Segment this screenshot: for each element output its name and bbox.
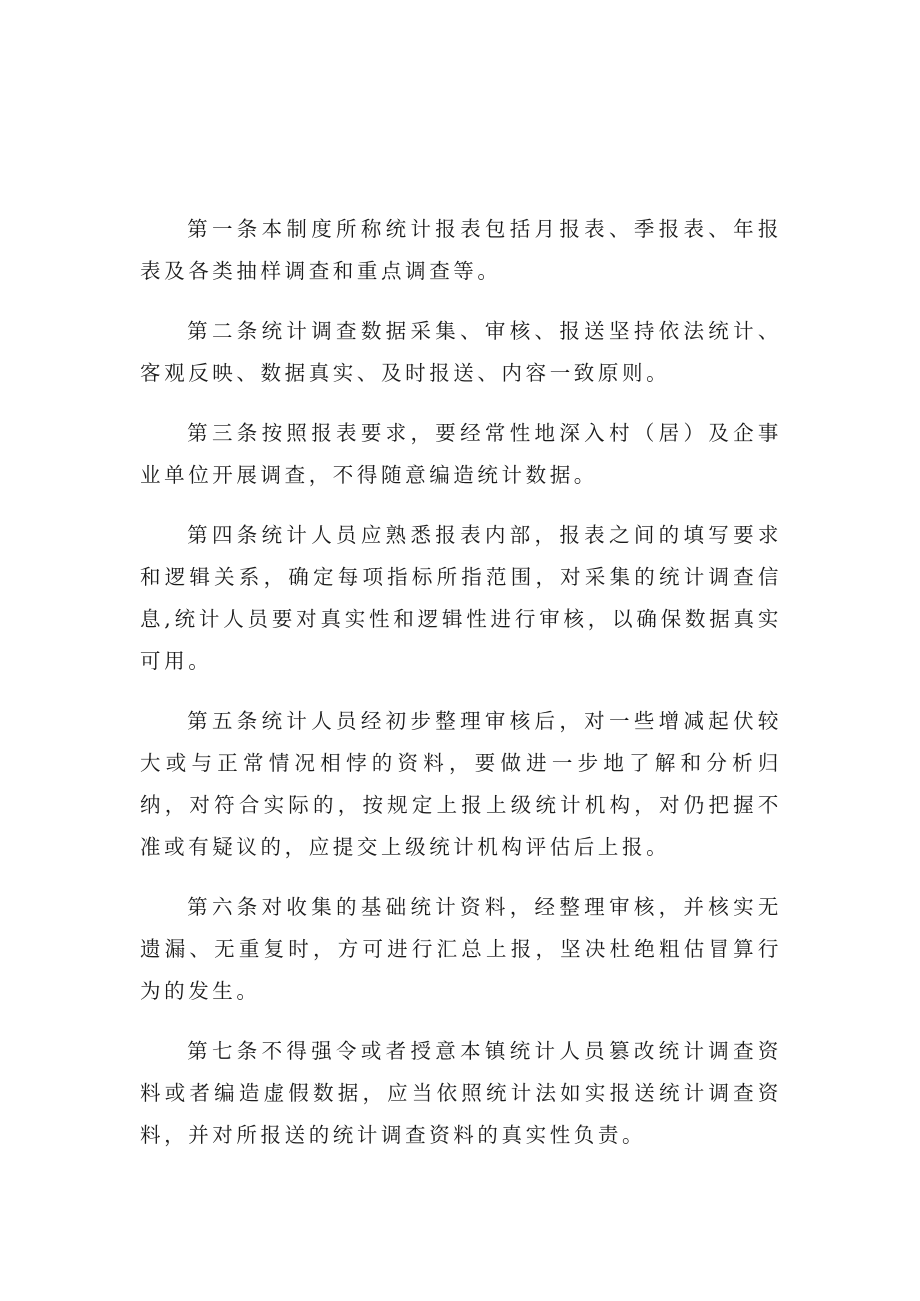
article-7: 第七条不得强令或者授意本镇统计人员篡改统计调查资料或者编造虚假数据，应当依照统计法如实报送统计调查资料，并对所报送的统计调查资料的真实性负责。: [140, 1039, 782, 1147]
article-3: 第三条按照报表要求，要经常性地深入村（居）及企事业单位开展调查，不得随意编造统计数据。: [140, 421, 782, 487]
article-4: 第四条统计人员应熟悉报表内部，报表之间的填写要求和逻辑关系，确定每项指标所指范围，对采集的统计调查信息,统计人员要对真实性和逻辑性进行审核，以确保数据真实可用。: [140, 523, 782, 673]
article-6: 第六条对收集的基础统计资料，经整理审核，并核实无遗漏、无重复时，方可进行汇总上报，坚决杜绝粗估冒算行为的发生。: [140, 895, 782, 1003]
document-body: [140, 208, 782, 1174]
article-5: 第五条统计人员经初步整理审核后，对一些增减起伏较大或与正常情况相悖的资料，要做进一步地了解和分析归纳，对符合实际的，按规定上报上级统计机构，对仍把握不准或有疑议的，应提交上级统计机构评估后上报。: [140, 709, 782, 859]
article-1: 第一条本制度所称统计报表包括月报表、季报表、年报表及各类抽样调查和重点调查等。: [140, 217, 782, 283]
article-2: 第二条统计调查数据采集、审核、报送坚持依法统计、客观反映、数据真实、及时报送、内容一致原则。: [140, 319, 782, 385]
